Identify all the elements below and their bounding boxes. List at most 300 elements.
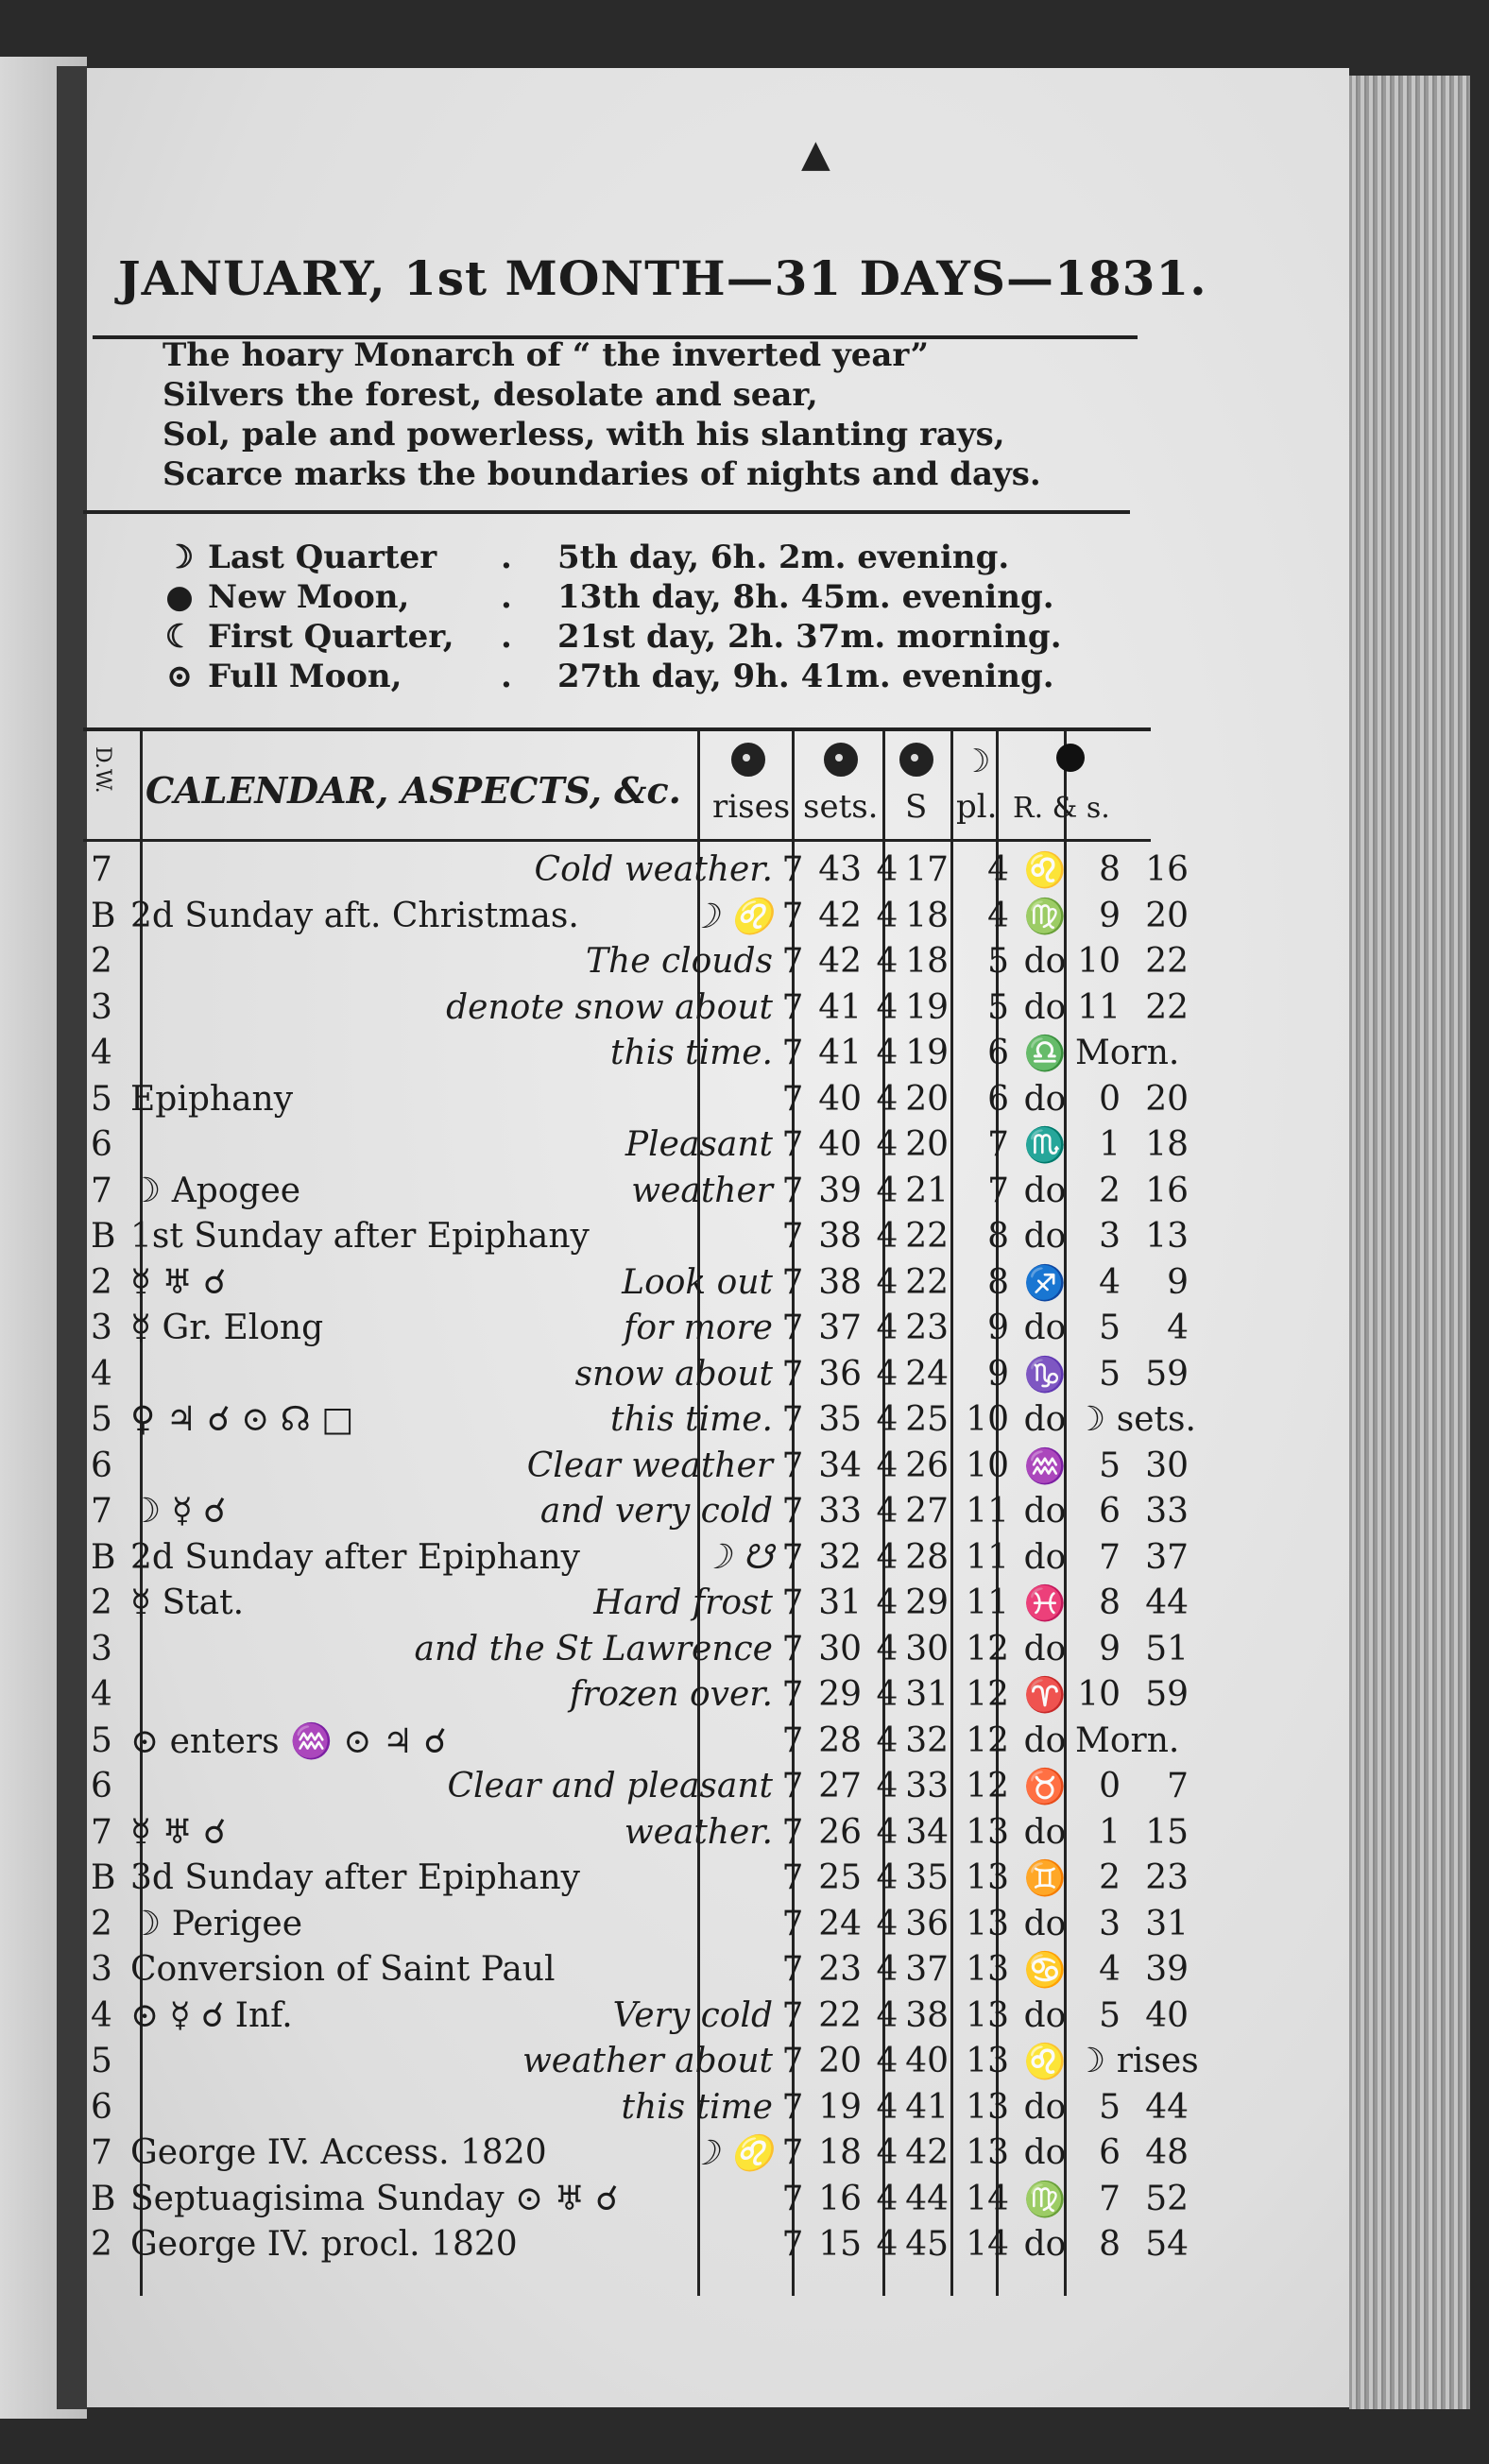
sun-rise-minute: 34 <box>818 1446 862 1485</box>
sun-set-minute: 45 <box>905 2225 949 2264</box>
table-row <box>83 850 1189 896</box>
day-of-week: 5 <box>91 2042 112 2080</box>
table-row <box>83 1904 1189 1950</box>
table-row <box>83 1767 1189 1812</box>
sun-set-minute: 22 <box>905 1217 949 1256</box>
sun-south: 13 <box>966 1812 1009 1852</box>
day-of-week: 3 <box>91 1629 112 1668</box>
sun-set-hour: 4 <box>876 2133 899 2172</box>
calendar-event: Epiphany <box>130 1079 294 1119</box>
moon-place: do <box>1023 987 1067 1027</box>
sun-set-hour: 4 <box>876 1583 899 1622</box>
sun-set-minute: 17 <box>905 850 949 889</box>
sun-set-minute: 27 <box>905 1492 949 1531</box>
moon-rise-set <box>1075 1583 1217 1622</box>
poem-line: Scarce marks the boundaries of nights and days. <box>163 455 1041 493</box>
sun-set-minute: 18 <box>905 942 949 981</box>
sun-set-hour: 4 <box>876 1904 899 1943</box>
moon-place: ♉ <box>1023 1768 1067 1806</box>
calendar-event: ☽ Apogee <box>130 1171 301 1210</box>
table-row <box>83 1858 1189 1904</box>
table-row <box>83 1309 1189 1354</box>
sun-south: 6 <box>987 1034 1009 1072</box>
calendar-event: 1st Sunday after Epiphany <box>130 1217 590 1256</box>
sun-rise-hour: 7 <box>781 1583 804 1622</box>
sun-set-hour: 4 <box>876 1171 899 1210</box>
sun-rise-hour: 7 <box>781 1629 804 1668</box>
sun-set-hour: 4 <box>876 2042 899 2080</box>
moon-rise-set-minute: 20 <box>1145 1079 1189 1119</box>
poem-line: The hoary Monarch of “ the inverted year” <box>163 336 930 374</box>
sun-south: 4 <box>987 850 1009 889</box>
sun-rise-minute: 38 <box>818 1262 862 1302</box>
moon-place: ♌ <box>1023 2043 1067 2081</box>
sun-set-hour: 4 <box>876 2179 899 2218</box>
sun-rise-hour: 7 <box>781 1400 804 1439</box>
sun-set-minute: 37 <box>905 1950 949 1989</box>
sun-set-hour: 4 <box>876 850 899 889</box>
table-row <box>83 1812 1189 1858</box>
weather-note: Clear weather <box>526 1446 773 1485</box>
table-row <box>83 1537 1189 1583</box>
sun-rise-hour: 7 <box>781 2042 804 2080</box>
sun-south: 8 <box>987 1262 1009 1302</box>
moon-rise-set-minute: 54 <box>1145 2225 1189 2264</box>
moon-rise-set-hour: 5 <box>1099 1309 1121 1347</box>
moon-rise-set <box>1075 1309 1217 1347</box>
weather-note: and very cold <box>539 1492 773 1531</box>
sun-rise-minute: 20 <box>818 2042 862 2080</box>
moon-place: do <box>1023 1720 1067 1760</box>
sun-set-hour: 4 <box>876 942 899 981</box>
sun-rise-hour: 7 <box>781 2133 804 2172</box>
moon-rise-set-hour: ☽ rises <box>1075 2042 1199 2080</box>
weather-note: ☽ ♌ <box>689 2134 773 2173</box>
sun-set-minute: 20 <box>905 1125 949 1164</box>
moon-rise-set-hour: Morn. <box>1075 1034 1180 1072</box>
moon-rise-set <box>1075 1172 1217 1210</box>
sun-south: 11 <box>966 1537 1009 1577</box>
moon-rise-set-hour: 0 <box>1099 1767 1121 1805</box>
sun-south: 13 <box>966 1858 1009 1897</box>
phase-name: Full Moon, <box>208 658 402 695</box>
sun-set-minute: 40 <box>905 2042 949 2080</box>
moon-place: ♋ <box>1023 1951 1067 1990</box>
calendar-event: Septuagisima Sunday ⊙ ♅ ☌ <box>130 2179 619 2218</box>
moon-place: do <box>1023 1309 1067 1347</box>
weather-note: weather. <box>624 1812 773 1852</box>
sun-rise-hour: 7 <box>781 2087 804 2127</box>
sun-south: 6 <box>987 1079 1009 1119</box>
moon-rise-set-minute: 4 <box>1167 1309 1189 1347</box>
moon-rise-set <box>1075 1630 1217 1668</box>
weather-note: for more <box>624 1309 773 1347</box>
moon-rise-set-minute: 13 <box>1145 1217 1189 1256</box>
moon-rise-set <box>1075 1400 1217 1439</box>
day-of-week: 7 <box>91 2133 112 2172</box>
day-of-week: 6 <box>91 1125 112 1164</box>
weather-note: this time. <box>610 1400 773 1439</box>
sun-rise-hour: 7 <box>781 1720 804 1760</box>
day-of-week: 2 <box>91 1583 112 1622</box>
weather-note: ☽ ☋ <box>701 1537 773 1577</box>
sun-south: 12 <box>966 1720 1009 1760</box>
sun-set-minute: 36 <box>905 1904 949 1943</box>
moon-rise-set-hour: 5 <box>1099 1446 1121 1485</box>
header-day-of-week: D.W. <box>91 746 114 794</box>
moon-rise-set-minute: 51 <box>1145 1629 1189 1668</box>
sun-south: 11 <box>966 1492 1009 1531</box>
sun-set-hour: 4 <box>876 1309 899 1347</box>
sun-rise-minute: 18 <box>818 2133 862 2172</box>
day-of-week: B <box>91 2179 116 2218</box>
sun-icon <box>824 743 858 785</box>
moon-place: ♑ <box>1023 1355 1067 1395</box>
sun-south: 4 <box>987 896 1009 935</box>
moon-place: do <box>1023 942 1067 981</box>
weather-note: weather about <box>522 2042 773 2080</box>
table-row <box>83 1034 1180 1079</box>
moon-place: do <box>1023 1995 1067 2035</box>
day-of-week: 5 <box>91 1400 112 1439</box>
calendar-event: ⊙ ☿ ☌ Inf. <box>130 1995 293 2035</box>
calendar-event: ☿ ♅ ☌ <box>130 1812 227 1852</box>
sun-set-minute: 19 <box>905 1034 949 1072</box>
table-row <box>83 1079 1189 1125</box>
moon-rise-set <box>1075 1767 1217 1805</box>
day-of-week: 4 <box>91 1995 112 2035</box>
sun-set-hour: 4 <box>876 1492 899 1531</box>
sun-set-minute: 28 <box>905 1537 949 1577</box>
sun-set-hour: 4 <box>876 1629 899 1668</box>
sun-rise-minute: 38 <box>818 1217 862 1256</box>
moon-rise-set-hour: 3 <box>1099 1217 1121 1256</box>
calendar-event: ☿ Stat. <box>130 1583 245 1622</box>
weather-note: denote snow about <box>446 987 773 1027</box>
moon-place: do <box>1023 2225 1067 2264</box>
weather-note: Very cold <box>612 1995 773 2035</box>
weather-note: Hard frost <box>593 1583 773 1622</box>
sun-rise-minute: 42 <box>818 896 862 935</box>
sun-rise-minute: 31 <box>818 1583 862 1622</box>
moon-rise-set <box>1075 2133 1217 2172</box>
moon-place: do <box>1023 2133 1067 2172</box>
weather-note: Look out <box>622 1262 773 1302</box>
weather-note: ☽ ♌ <box>689 897 773 936</box>
sun-rise-hour: 7 <box>781 1812 804 1852</box>
sun-set-hour: 4 <box>876 2087 899 2127</box>
sun-set-minute: 24 <box>905 1354 949 1394</box>
sun-set-minute: 21 <box>905 1171 949 1210</box>
sun-rise-minute: 41 <box>818 1034 862 1072</box>
calendar-event: Conversion of Saint Paul <box>130 1950 556 1989</box>
last-quarter-icon: ☽ <box>164 539 195 576</box>
sun-south: 13 <box>966 2042 1009 2080</box>
sun-icon <box>899 743 933 785</box>
header-rule <box>83 839 1151 842</box>
sun-rise-minute: 28 <box>818 1720 862 1760</box>
day-of-week: 2 <box>91 1262 112 1302</box>
page-stack-edge <box>1349 76 1470 2409</box>
table-row <box>83 2225 1189 2270</box>
moon-rise-set <box>1075 988 1217 1027</box>
day-of-week: 4 <box>91 1675 112 1714</box>
weather-note: frozen over. <box>569 1675 773 1714</box>
sun-south: 13 <box>966 2133 1009 2172</box>
sun-set-minute: 25 <box>905 1400 949 1439</box>
moon-place: do <box>1023 1537 1067 1577</box>
moon-rise-set <box>1075 1446 1217 1485</box>
phase-row <box>161 658 1105 697</box>
header-moon-rises-sets: R. & s. <box>1013 792 1110 825</box>
sun-south: 12 <box>966 1767 1009 1805</box>
poem-rule <box>83 510 1130 514</box>
table-row <box>83 1492 1189 1537</box>
sun-set-hour: 4 <box>876 1446 899 1485</box>
moon-rise-set <box>1075 2088 1217 2127</box>
moon-rise-set <box>1075 1217 1217 1256</box>
sun-rise-minute: 41 <box>818 987 862 1027</box>
sun-rise-hour: 7 <box>781 987 804 1027</box>
sun-rise-hour: 7 <box>781 850 804 889</box>
moon-rise-set-hour: 1 <box>1099 1125 1121 1164</box>
phase-time: 5th day, 6h. 2m. evening. <box>557 539 1010 576</box>
moon-rise-set-hour: 7 <box>1099 2179 1121 2218</box>
day-of-week: 5 <box>91 1720 112 1760</box>
moon-place: ♐ <box>1023 1263 1067 1303</box>
moon-rise-set-hour: 4 <box>1099 1262 1121 1302</box>
calendar-event: ⊙ enters ♒ ⊙ ♃ ☌ <box>130 1721 447 1761</box>
moon-place: do <box>1023 1629 1067 1668</box>
moon-place: do <box>1023 1904 1067 1943</box>
day-of-week: 6 <box>91 1446 112 1485</box>
day-of-week: B <box>91 1858 116 1897</box>
sun-set-hour: 4 <box>876 1950 899 1989</box>
table-row <box>83 896 1189 942</box>
sun-south: 10 <box>966 1400 1009 1439</box>
moon-place: ♏ <box>1023 1126 1067 1165</box>
sun-rise-minute: 25 <box>818 1858 862 1897</box>
weather-note: and the St Lawrence <box>414 1629 773 1668</box>
table-row <box>83 1675 1189 1720</box>
calendar-event: ☽ Perigee <box>130 1904 303 1943</box>
day-of-week: 4 <box>91 1354 112 1394</box>
moon-phases <box>161 539 1105 697</box>
table-row <box>83 987 1189 1034</box>
sun-rise-hour: 7 <box>781 1492 804 1531</box>
sun-rise-minute: 24 <box>818 1904 862 1943</box>
sun-set-hour: 4 <box>876 1217 899 1256</box>
moon-icon <box>1056 743 1085 780</box>
moon-rise-set-minute: 48 <box>1145 2133 1189 2172</box>
sun-rise-hour: 7 <box>781 1079 804 1119</box>
moon-rise-set-minute: 7 <box>1167 1767 1189 1805</box>
sun-set-hour: 4 <box>876 1354 899 1394</box>
new-moon-icon: ● <box>165 578 194 616</box>
table-row <box>83 2087 1189 2133</box>
day-of-week: 3 <box>91 1950 112 1989</box>
sun-set-minute: 32 <box>905 1720 949 1760</box>
poem-line: Silvers the forest, desolate and sear, <box>163 376 818 414</box>
sun-rise-hour: 7 <box>781 1446 804 1485</box>
sun-rise-hour: 7 <box>781 1767 804 1805</box>
day-of-week: 6 <box>91 2087 112 2127</box>
table-row <box>83 1400 1196 1446</box>
phase-row <box>161 578 1105 618</box>
sun-south: 14 <box>966 2179 1009 2218</box>
day-of-week: 6 <box>91 1767 112 1805</box>
sun-rise-minute: 35 <box>818 1400 862 1439</box>
header-sun-rises: rises <box>712 788 791 826</box>
moon-rise-set-hour: 6 <box>1099 1492 1121 1531</box>
weather-note: weather <box>631 1171 773 1210</box>
moon-rise-set-minute: 30 <box>1145 1446 1189 1485</box>
calendar-event: 3d Sunday after Epiphany <box>130 1858 580 1897</box>
calendar-event: George IV. Access. 1820 <box>130 2133 547 2172</box>
moon-rise-set <box>1075 2180 1217 2218</box>
day-of-week: 7 <box>91 1171 112 1210</box>
table-row <box>83 1217 1189 1262</box>
day-of-week: 2 <box>91 1904 112 1943</box>
sun-south: 7 <box>987 1171 1009 1210</box>
sun-rise-minute: 23 <box>818 1950 862 1989</box>
sun-rise-hour: 7 <box>781 1675 804 1714</box>
sun-rise-hour: 7 <box>781 2179 804 2218</box>
moon-rise-set <box>1075 1858 1217 1897</box>
sun-rise-minute: 26 <box>818 1812 862 1852</box>
moon-place: do <box>1023 1171 1067 1210</box>
sun-rise-hour: 7 <box>781 1858 804 1897</box>
moon-rise-set <box>1075 942 1217 981</box>
moon-rise-set-hour: 3 <box>1099 1904 1121 1943</box>
sun-south: 14 <box>966 2225 1009 2264</box>
phase-dot: . <box>501 539 512 576</box>
sun-set-hour: 4 <box>876 1079 899 1119</box>
moon-rise-set <box>1075 1538 1217 1577</box>
sun-south: 13 <box>966 2087 1009 2127</box>
calendar-event: ♀ ♃ ☌ ⊙ ☊ □ <box>130 1400 354 1439</box>
moon-rise-set-hour: ☽ sets. <box>1075 1400 1196 1439</box>
sun-set-minute: 35 <box>905 1858 949 1897</box>
moon-place: ♍ <box>1023 2180 1067 2219</box>
moon-rise-set-hour: 11 <box>1077 987 1121 1027</box>
table-row <box>83 1950 1189 1995</box>
moon-place: do <box>1023 1492 1067 1531</box>
moon-place: ♓ <box>1023 1584 1067 1623</box>
sun-set-minute: 23 <box>905 1309 949 1347</box>
moon-rise-set <box>1075 1080 1217 1119</box>
moon-rise-set-minute: 44 <box>1145 1583 1189 1622</box>
sun-set-minute: 22 <box>905 1262 949 1302</box>
phase-dot: . <box>501 658 512 695</box>
table-row <box>83 942 1189 987</box>
sun-set-minute: 34 <box>905 1812 949 1852</box>
phase-row <box>161 618 1105 658</box>
table-row <box>83 1262 1189 1309</box>
moon-rise-set <box>1075 2042 1217 2080</box>
moon-rise-set-hour: 10 <box>1077 1675 1121 1714</box>
sun-set-minute: 18 <box>905 896 949 935</box>
day-of-week: 3 <box>91 1309 112 1347</box>
sun-rise-hour: 7 <box>781 1904 804 1943</box>
sun-rise-minute: 32 <box>818 1537 862 1577</box>
moon-rise-set-minute: 16 <box>1145 1171 1189 1210</box>
sun-south: 5 <box>987 942 1009 981</box>
table-row <box>83 1583 1189 1629</box>
sun-set-minute: 41 <box>905 2087 949 2127</box>
day-of-week: B <box>91 1537 116 1577</box>
weather-note: snow about <box>574 1354 773 1394</box>
table-row <box>83 1720 1180 1767</box>
table-row <box>83 1125 1189 1171</box>
table-row <box>83 1446 1189 1492</box>
sun-south: 9 <box>987 1354 1009 1394</box>
sun-south: 7 <box>987 1125 1009 1164</box>
weather-note: this time <box>621 2087 773 2127</box>
table-row <box>83 1171 1189 1217</box>
table-row <box>83 1354 1189 1400</box>
day-of-week: B <box>91 1217 116 1256</box>
sun-set-hour: 4 <box>876 1400 899 1439</box>
table-row <box>83 1995 1189 2042</box>
moon-rise-set-minute: 40 <box>1145 1995 1189 2035</box>
moon-rise-set-minute: 16 <box>1145 850 1189 889</box>
phase-name: First Quarter, <box>208 618 454 656</box>
phase-time: 21st day, 2h. 37m. morning. <box>557 618 1062 656</box>
sun-south: 12 <box>966 1629 1009 1668</box>
sun-set-hour: 4 <box>876 1767 899 1805</box>
moon-rise-set-hour: 6 <box>1099 2133 1121 2172</box>
moon-rise-set <box>1075 1125 1217 1164</box>
weather-note: The clouds <box>586 942 773 981</box>
moon-rise-set-hour: 4 <box>1099 1950 1121 1989</box>
moon-rise-set-hour: 8 <box>1099 2225 1121 2264</box>
sun-rise-hour: 7 <box>781 1354 804 1394</box>
moon-rise-set-minute: 20 <box>1145 896 1189 935</box>
moon-place: do <box>1023 1400 1067 1439</box>
sun-set-hour: 4 <box>876 1675 899 1714</box>
sun-rise-minute: 19 <box>818 2087 862 2127</box>
moon-rise-set-minute: 59 <box>1145 1354 1189 1394</box>
moon-rise-set-minute: 9 <box>1167 1262 1189 1302</box>
moon-rise-set-minute: 33 <box>1145 1492 1189 1531</box>
weather-note: Cold weather. <box>534 850 773 889</box>
poem-line: Sol, pale and powerless, with his slanting rays, <box>163 416 1005 453</box>
sun-rise-minute: 27 <box>818 1767 862 1805</box>
table-row <box>83 2133 1189 2179</box>
day-of-week: 3 <box>91 987 112 1027</box>
sun-rise-hour: 7 <box>781 1217 804 1256</box>
moon-place: ♍ <box>1023 897 1067 936</box>
moon-place: ♊ <box>1023 1859 1067 1898</box>
sun-south: 12 <box>966 1675 1009 1714</box>
phase-time: 27th day, 9h. 41m. evening. <box>557 658 1054 695</box>
sun-rise-hour: 7 <box>781 1171 804 1210</box>
sun-set-minute: 38 <box>905 1995 949 2035</box>
moon-rise-set-hour: 10 <box>1077 942 1121 981</box>
moon-rise-set-minute: 23 <box>1145 1858 1189 1897</box>
moon-rise-set <box>1075 1492 1217 1531</box>
moon-rise-set-minute: 52 <box>1145 2179 1189 2218</box>
page-title: JANUARY, 1st MONTH—31 DAYS—1831. <box>118 250 1207 306</box>
sun-south: 8 <box>987 1217 1009 1256</box>
sun-rise-hour: 7 <box>781 1262 804 1302</box>
sun-rise-hour: 7 <box>781 1034 804 1072</box>
moon-rise-set-minute: 22 <box>1145 987 1189 1027</box>
moon-rise-set <box>1075 1996 1217 2035</box>
moon-rise-set <box>1075 1950 1217 1989</box>
moon-place: ♒ <box>1023 1446 1067 1486</box>
